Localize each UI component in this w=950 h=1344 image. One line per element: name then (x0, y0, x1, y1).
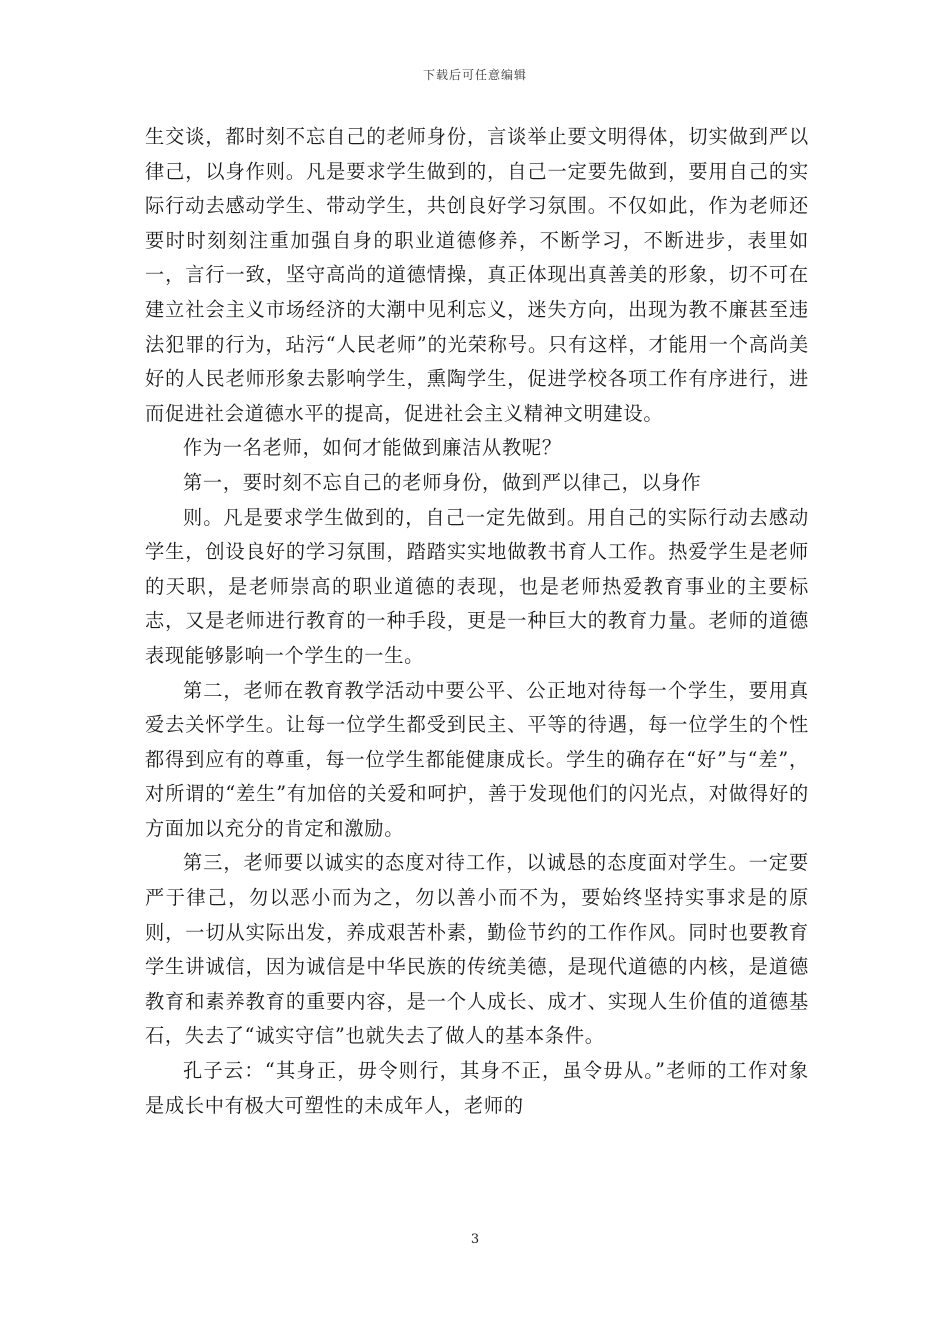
paragraph-second-point: 第二，老师在教育教学活动中要公平、公正地对待每一个学生，要用真爱去关怀学生。让每一位学生都受到民主、平等的待遇，每一位学生的个性都得到应有的尊重，每一位学生都能健康成长。学生的确存在“好”与“差”，对所谓的“差生”有加倍的关爱和呵护，善于发现他们的闪光点，对做得好的方面加以充分的肯定和激励。 (145, 678, 809, 840)
paragraph-first-point-body: 则。凡是要求学生做到的，自己一定先做到。用自己的实际行动去感动学生，创设良好的学习氛围，踏踏实实地做教书育人工作。热爱学生是老师的天职，是老师崇高的职业道德的表现，也是老师热爱教育事业的主要标志，又是老师进行教育的一种手段，更是一种巨大的教育力量。老师的道德表现能够影响一个学生的一生。 (145, 505, 809, 667)
document-body (145, 120, 809, 1123)
page-header: 下载后可任意编辑 (422, 68, 527, 82)
paragraph-confucius-quote: 孔子云：“其身正，毋令则行，其身不正，虽令毋从。”老师的工作对象是成长中有极大可塑性的未成年人，老师的 (145, 1059, 809, 1117)
paragraph-third-point: 第三，老师要以诚实的态度对待工作，以诚恳的态度面对学生。一定要严于律己，勿以恶小而为之，勿以善小而不为，要始终坚持实事求是的原则，一切从实际出发，养成艰苦朴素，勤俭节约的工作作风。同时也要教育学生讲诚信，因为诚信是中华民族的传统美德，是现代道德的内核，是道德教育和素养教育的重要内容，是一个人成长、成才、实现人生价值的道德基石，失去了“诚实守信”也就失去了做人的基本条件。 (145, 851, 809, 1048)
paragraph-question: 作为一名老师，如何才能做到廉洁从教呢？ (183, 436, 562, 460)
page-number: 3 (470, 1232, 480, 1247)
paragraph-continued: 生交谈，都时刻不忘自己的老师身份，言谈举止要文明得体，切实做到严以律己，以身作则。凡是要求学生做到的，自己一定要先做到，要用自己的实际行动去感动学生、带动学生，共创良好学习氛围。不仅如此，作为老师还要时时刻刻注重加强自身的职业道德修养，不断学习，不断进步，表里如一，言行一致，坚守高尚的道德情操，真正体现出真善美的形象，切不可在建立社会主义市场经济的大潮中见利忘义，迷失方向，出现为教不廉甚至违法犯罪的行为，玷污“人民老师”的光荣称号。只有这样，才能用一个高尚美好的人民老师形象去影响学生，熏陶学生，促进学校各项工作有序进行，进而促进社会道德水平的提高，促进社会主义精神文明建设。 (145, 125, 809, 425)
paragraph-first-point-heading: 第一，要时刻不忘自己的老师身份，做到严以律己，以身作 (183, 470, 702, 494)
